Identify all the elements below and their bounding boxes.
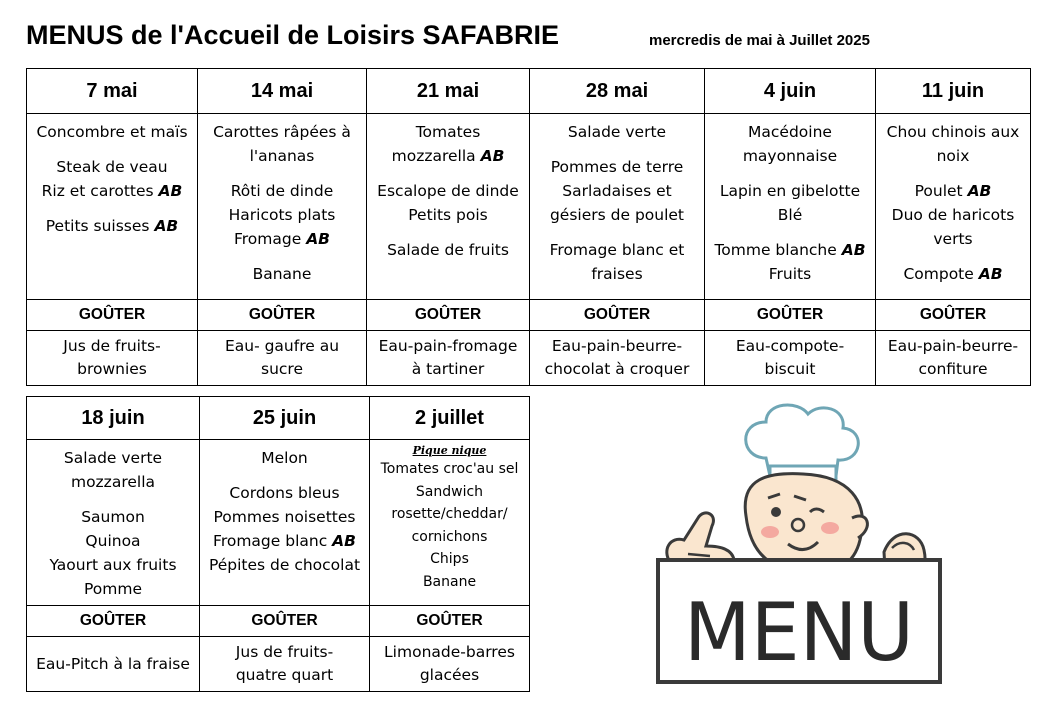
menu-course-block [876,179,1030,251]
chef-face-icon [745,474,867,572]
menu-course-block [27,505,199,601]
menu-line: fraises [591,265,643,283]
menu-line: Steak de veau [56,158,168,176]
menu-line: Eau- gaufre au [224,337,340,355]
menu-line: Rôti de dinde [230,182,334,200]
organic-ab-label: AB [967,182,992,200]
day-menu-cell [530,114,705,300]
menu-course-block [705,238,875,286]
day-menu-cell [200,440,370,606]
menu-line: Pommes noisettes [213,508,356,526]
menu-sign-text: MENU [684,586,914,679]
chef-hat-icon [746,405,859,480]
organic-ab-label: AB [332,532,356,550]
gouter-header: GOÛTER [200,606,370,637]
day-header: 25 juin [200,397,370,440]
day-menu-cell [705,114,876,300]
menu-line: glacées [419,666,480,684]
gouter-snack-cell [530,331,705,386]
menu-line: Jus de fruits- [63,337,161,355]
menu-course-block [27,120,197,144]
menu-line: Lapin en gibelotte [719,182,861,200]
menu-line: Blé [777,206,803,224]
gouter-snack-cell [27,331,198,386]
menu-course-block [705,120,875,168]
menu-line: Eau-pain-fromage [378,337,518,355]
menu-course-block [367,238,529,262]
day-menu-cell [27,114,198,300]
gouter-snack-cell [27,637,200,692]
day-menu-cell [198,114,367,300]
day-header: 28 mai [530,69,705,114]
organic-ab-label: AB [978,265,1003,283]
menu-line: verts [933,230,973,248]
menu-line: confiture [918,360,988,378]
menu-line: l'ananas [249,147,315,165]
menu-line: Haricots plats [228,206,336,224]
menu-line: Pomme [83,580,142,598]
menu-line: Tomme blanche AB [714,241,866,259]
menu-course-block [27,214,197,238]
organic-ab-label: AB [480,147,505,165]
menu-course-block [198,120,366,168]
menu-line: Compote AB [903,265,1003,283]
day-header: 2 juillet [370,397,530,440]
day-menu-cell [27,440,200,606]
menu-course-block [27,446,199,494]
day-header: 4 juin [705,69,876,114]
menu-course-block [367,179,529,227]
menu-line: Macédoine [748,123,832,141]
menu-line: Banane [252,265,312,283]
menu-line: Concombre et maïs [36,123,188,141]
menu-course-block [200,446,369,470]
gouter-header: GOÛTER [370,606,530,637]
day-menu-cell [876,114,1031,300]
gouter-snack-cell [198,331,367,386]
menu-line: Tomates [415,123,481,141]
menu-line: Eau-pain-beurre- [551,337,683,355]
menu-line: Tomates croc'au sel [380,461,519,477]
menu-course-block [530,120,704,144]
menu-line: chocolat à croquer [544,360,690,378]
menu-course-block [705,179,875,227]
menu-line: Petits pois [408,206,488,224]
menu-line: gésiers de poulet [549,206,685,224]
menu-course-block [367,120,529,168]
menu-table-may-june [26,68,1031,386]
menu-course-block [530,155,704,227]
menu-course-block [530,238,704,286]
menu-line: Fromage blanc et [549,241,685,259]
menu-line: Escalope de dinde [377,182,519,200]
gouter-snack-cell [370,637,530,692]
menu-line: Sarladaises et [562,182,672,200]
menu-line: sucre [261,360,303,378]
page-title: MENUS de l'Accueil de Loisirs SAFABRIE [26,20,560,50]
menu-line: Fruits [768,265,812,283]
menu-line: brownies [77,360,147,378]
gouter-header: GOÛTER [530,300,705,331]
menu-line: à tartiner [411,360,485,378]
menu-table-june-july [26,396,530,692]
menu-line: Petits suisses AB [45,217,179,235]
picnic-title: Pique nique [412,444,487,457]
menu-line: Cordons bleus [229,484,340,502]
menu-line: Melon [261,449,308,467]
menu-line: Duo de haricots [891,206,1015,224]
menu-line: Riz et carottes AB [41,182,183,200]
gouter-snack-cell [705,331,876,386]
menu-course-block [370,458,529,593]
menu-line: quatre quart [235,666,334,684]
gouter-header: GOÛTER [705,300,876,331]
chef-holding-menu-sign-icon [648,400,948,692]
menu-line: Limonade-barres [384,643,515,661]
page-subtitle: mercredis de mai à Juillet 2025 [649,32,870,49]
gouter-snack-cell [200,637,370,692]
menu-line: Chou chinois aux [886,123,1020,141]
menu-line: Salade verte [567,123,667,141]
day-header: 7 mai [27,69,198,114]
gouter-header: GOÛTER [367,300,530,331]
menu-course-block [876,120,1030,168]
menu-line: Banane [422,573,477,590]
day-header: 21 mai [367,69,530,114]
gouter-header: GOÛTER [27,300,198,331]
menu-line: biscuit [764,360,816,378]
gouter-header: GOÛTER [876,300,1031,331]
menu-line: Pépites de chocolat [208,556,361,574]
menu-line: Jus de fruits- [235,643,334,661]
menu-line: Saumon [81,508,145,526]
menu-line: Eau-pain-beurre- [887,337,1019,355]
day-header: 14 mai [198,69,367,114]
menu-course-block [198,262,366,286]
organic-ab-label: AB [841,241,866,259]
menu-line: Eau-Pitch à la fraise [36,654,190,673]
menu-line: Carottes râpées à [213,123,351,141]
menu-line: Pommes de terre [550,158,684,176]
menu-line: Eau-compote- [735,337,845,355]
menu-line: cornichons [411,528,488,545]
menu-line: mayonnaise [742,147,838,165]
menu-course-block [876,262,1030,286]
menu-line: Yaourt aux fruits [49,556,177,574]
gouter-snack-cell [367,331,530,386]
menu-line: Fromage blanc AB [213,532,356,550]
menu-line: Salade de fruits [387,241,509,259]
menu-line: Chips [430,551,469,567]
menu-line: noix [936,147,970,165]
gouter-header: GOÛTER [27,606,200,637]
day-menu-cell [370,440,530,606]
day-header: 11 juin [876,69,1031,114]
menu-line: Fromage AB [233,230,330,248]
menu-course-block [27,155,197,203]
menu-line: Sandwich [415,483,484,500]
day-header: 18 juin [27,397,200,440]
menu-line: Salade verte [63,449,163,467]
menu-course-block [200,481,369,577]
day-menu-cell [367,114,530,300]
organic-ab-label: AB [158,182,183,200]
menu-course-block [198,179,366,251]
menu-line: mozzarella [70,473,156,491]
organic-ab-label: AB [306,230,330,248]
menu-line: Poulet AB [914,182,992,200]
gouter-snack-cell [876,331,1031,386]
menu-line: Quinoa [85,532,141,550]
organic-ab-label: AB [154,217,179,235]
gouter-header: GOÛTER [198,300,367,331]
menu-line: rosette/cheddar/ [391,506,508,522]
menu-line: mozzarella AB [391,147,505,165]
